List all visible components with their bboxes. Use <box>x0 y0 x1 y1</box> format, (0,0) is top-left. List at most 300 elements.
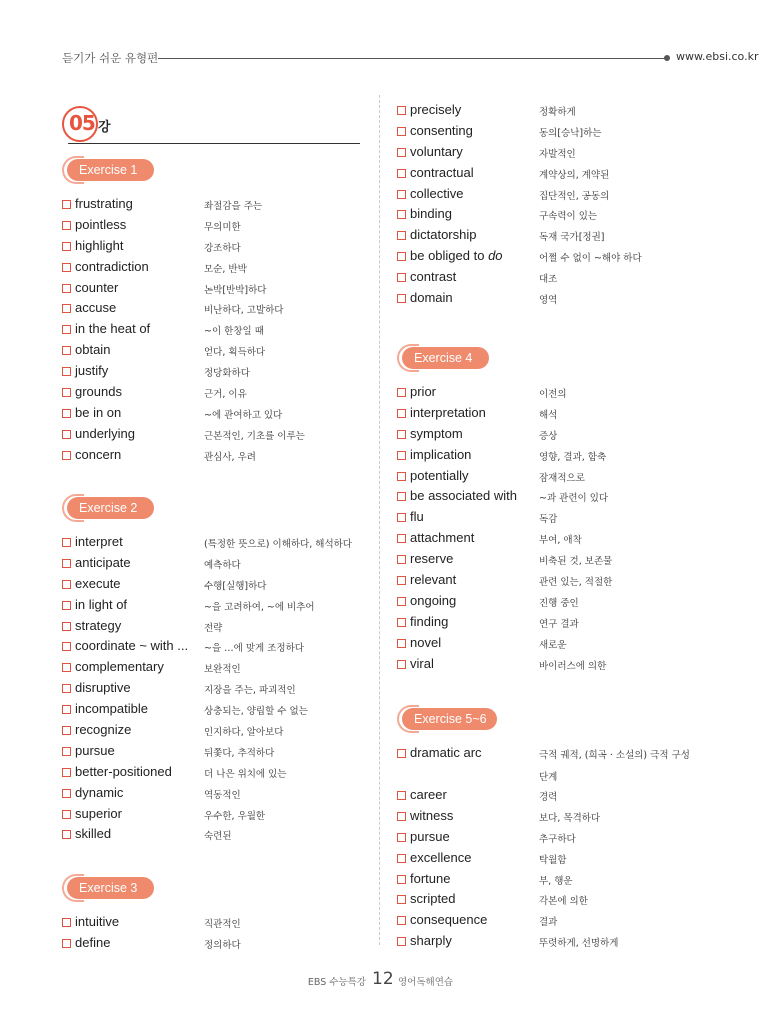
vocab-row <box>397 635 717 656</box>
checkbox-square-icon <box>62 367 71 376</box>
vocab-korean: 영향, 결과, 함축 <box>539 451 607 463</box>
exercise-4-section <box>397 347 717 676</box>
checkbox-square-icon <box>397 127 406 136</box>
vocab-row <box>62 576 362 597</box>
vocab-row <box>397 290 717 311</box>
vocab-korean: 모순, 반박 <box>204 263 247 275</box>
vocab-english <box>75 806 122 821</box>
vocab-english-text: define <box>75 934 111 950</box>
vocab-korean: (특정한 뜻으로) 이해하다, 해석하다 <box>204 539 352 550</box>
vocab-row <box>397 593 717 614</box>
vocab-korean: 부, 행운 <box>539 875 573 887</box>
vocab-english <box>410 468 469 483</box>
vocab-english-text: symptom <box>410 425 463 441</box>
vocab-english-text: contradiction <box>75 258 149 274</box>
vocab-english-text: binding <box>410 206 452 222</box>
vocab-english-text: sharply <box>410 933 452 949</box>
vocab-english-text: execute <box>75 575 121 591</box>
checkbox-square-icon <box>62 263 71 272</box>
vocab-english <box>75 321 150 336</box>
vocab-korean: 관심사, 우려 <box>204 451 256 463</box>
vocab-korean: 영역 <box>539 295 558 307</box>
vocab-english <box>75 534 123 549</box>
checkbox-square-icon <box>62 663 71 672</box>
vocab-row <box>397 144 717 165</box>
vocab-english <box>410 871 450 886</box>
vocab-english <box>75 555 131 570</box>
exercise-1-list <box>62 196 362 468</box>
exercise-3-continued <box>397 102 717 311</box>
checkbox-square-icon <box>62 325 71 334</box>
vocab-row <box>397 426 717 447</box>
vocab-english <box>75 447 121 462</box>
vocab-korean: 관련 있는, 적절한 <box>539 577 613 589</box>
vocab-row <box>397 787 717 808</box>
vocab-row <box>397 468 717 489</box>
vocab-row <box>397 530 717 551</box>
vocab-korean: 구속력이 있는 <box>539 211 598 223</box>
vocab-english-text: viral <box>410 655 434 671</box>
vocab-row <box>62 363 362 384</box>
checkbox-square-icon <box>397 597 406 606</box>
vocab-row <box>397 551 717 572</box>
vocab-english <box>75 597 127 612</box>
vocab-korean: 자발적인 <box>539 148 576 160</box>
vocab-korean: 새로운 <box>539 639 567 651</box>
checkbox-square-icon <box>62 939 71 948</box>
vocab-english-text: precisely <box>410 102 462 117</box>
vocab-korean: 무의미한 <box>204 221 241 233</box>
exercise-2-section <box>62 497 362 847</box>
checkbox-square-icon <box>397 618 406 627</box>
vocab-korean: 바이러스에 의한 <box>539 660 607 672</box>
vocab-english <box>75 659 164 674</box>
vocab-english <box>75 722 131 737</box>
vocab-english <box>75 785 123 800</box>
vocab-row <box>397 912 717 933</box>
vocab-english <box>410 551 453 566</box>
vocab-korean: ~이 한창일 때 <box>204 326 264 338</box>
header-rule <box>158 58 666 59</box>
vocab-english-text: novel <box>410 634 442 650</box>
checkbox-square-icon <box>397 555 406 564</box>
vocab-row <box>397 850 717 871</box>
checkbox-square-icon <box>397 252 406 261</box>
checkbox-square-icon <box>397 409 406 418</box>
vocab-english <box>75 238 123 253</box>
vocab-row <box>397 829 717 850</box>
vocab-row <box>62 597 362 618</box>
checkbox-square-icon <box>62 747 71 756</box>
checkbox-square-icon <box>397 875 406 884</box>
vocab-english <box>75 638 188 653</box>
checkbox-square-icon <box>397 388 406 397</box>
vocab-row <box>397 447 717 468</box>
lesson-label: 강 <box>98 120 111 135</box>
vocab-english-text: coordinate ~ with ... <box>75 638 189 654</box>
vocab-english <box>75 363 108 378</box>
vocab-english-text: complementary <box>75 659 164 675</box>
lesson-heading <box>62 104 360 144</box>
vocab-english-text: consequence <box>410 912 488 928</box>
vocab-korean: 결과 <box>539 917 558 929</box>
vocab-row <box>397 102 717 123</box>
vocab-korean: 전략 <box>204 622 223 634</box>
checkbox-square-icon <box>397 190 406 199</box>
vocab-english-text: incompatible <box>75 701 148 717</box>
vocab-korean: 연구 결과 <box>539 618 579 630</box>
vocab-english-text: consenting <box>410 122 473 138</box>
vocab-english <box>410 447 471 462</box>
exercise-4-badge <box>397 347 489 369</box>
vocab-english <box>75 826 111 841</box>
vocab-english <box>410 787 447 802</box>
vocab-korean: 강조하다 <box>204 242 241 254</box>
vocab-row <box>397 656 717 677</box>
vocab-english <box>410 384 436 399</box>
exercise-1-badge <box>62 159 154 181</box>
checkbox-square-icon <box>62 388 71 397</box>
vocab-english <box>410 509 424 524</box>
page-number: 12 <box>372 969 394 989</box>
exercise-5-6-section <box>397 708 717 954</box>
checkbox-square-icon <box>397 576 406 585</box>
vocab-row <box>62 659 362 680</box>
checkbox-square-icon <box>62 409 71 418</box>
checkbox-square-icon <box>62 304 71 313</box>
exercise-5-6-badge <box>397 708 497 730</box>
vocab-english-text: potentially <box>410 467 469 483</box>
vocab-row <box>62 342 362 363</box>
vocab-english-text: intuitive <box>75 914 120 929</box>
vocab-row <box>397 248 717 269</box>
vocab-row <box>62 384 362 405</box>
vocab-row <box>62 447 362 468</box>
vocab-english <box>75 935 110 950</box>
checkbox-square-icon <box>397 833 406 842</box>
vocab-english-text: voluntary <box>410 143 463 159</box>
header-title: 듣기가 쉬운 유형편 <box>62 51 159 65</box>
vocab-english <box>75 342 110 357</box>
vocab-english-text: pursue <box>410 828 450 844</box>
vocab-english <box>410 405 486 420</box>
vocab-english <box>410 488 517 503</box>
vocab-korean: 잠재적으로 <box>539 472 585 484</box>
checkbox-square-icon <box>62 705 71 714</box>
vocab-korean: 집단적인, 공동의 <box>539 190 610 202</box>
vocab-english <box>410 102 461 117</box>
vocab-row <box>62 196 362 217</box>
vocab-korean: 근거, 이유 <box>204 389 247 401</box>
vocab-english <box>410 635 441 650</box>
checkbox-square-icon <box>397 451 406 460</box>
exercise-2-title: Exercise 2 <box>67 497 154 519</box>
vocab-english <box>75 914 119 929</box>
vocab-english <box>75 618 121 633</box>
vocab-korean: 추구하다 <box>539 833 576 845</box>
vocab-row <box>397 227 717 248</box>
checkbox-square-icon <box>62 789 71 798</box>
checkbox-square-icon <box>62 538 71 547</box>
checkbox-square-icon <box>62 622 71 631</box>
vocab-english <box>75 259 149 274</box>
exercise-2-badge <box>62 497 154 519</box>
vocab-korean: 독감 <box>539 514 558 526</box>
page-header <box>62 50 768 70</box>
checkbox-square-icon <box>397 106 406 115</box>
vocab-english <box>410 186 463 201</box>
vocab-korean: 예측하다 <box>204 559 241 571</box>
vocab-row <box>62 680 362 701</box>
vocab-korean: 좌절감을 주는 <box>204 201 263 212</box>
vocab-row <box>397 186 717 207</box>
vocab-korean: ~에 관여하고 있다 <box>204 409 283 421</box>
vocab-english <box>75 196 133 211</box>
checkbox-square-icon <box>62 601 71 610</box>
vocab-english-text: obtain <box>75 342 111 358</box>
vocab-korean: 대조 <box>539 274 558 286</box>
checkbox-square-icon <box>62 559 71 568</box>
vocab-korean: ~과 관련이 있다 <box>539 493 609 505</box>
vocab-english <box>75 426 135 441</box>
vocab-english <box>75 743 115 758</box>
vocab-row <box>397 509 717 530</box>
vocab-english <box>75 217 126 232</box>
vocab-english <box>75 405 121 420</box>
vocab-korean: 얻다, 획득하다 <box>204 347 266 359</box>
vocab-korean: 정의하다 <box>204 939 241 951</box>
vocab-row <box>62 259 362 280</box>
vocab-english-text: ongoing <box>410 592 457 608</box>
checkbox-square-icon <box>62 451 71 460</box>
exercise-4-list <box>397 384 717 676</box>
checkbox-square-icon <box>62 684 71 693</box>
vocab-english-text: domain <box>410 290 453 306</box>
checkbox-square-icon <box>62 810 71 819</box>
vocab-korean: 보다, 목격하다 <box>539 812 601 824</box>
checkbox-square-icon <box>62 642 71 651</box>
checkbox-square-icon <box>62 768 71 777</box>
vocab-row <box>397 269 717 290</box>
checkbox-square-icon <box>62 284 71 293</box>
checkbox-square-icon <box>397 791 406 800</box>
vocab-row <box>397 808 717 829</box>
exercise-2-list <box>62 534 362 847</box>
vocab-row <box>397 933 717 954</box>
vocab-english <box>410 227 476 242</box>
vocab-english-text: career <box>410 787 447 802</box>
vocab-korean: 인지하다, 알아보다 <box>204 727 284 739</box>
vocab-english <box>75 701 148 716</box>
vocab-korean: 독재 국가[정권] <box>539 232 605 244</box>
vocab-korean: 극적 궤적, (희곡 · 소설의) 극적 구성 <box>539 750 690 761</box>
vocab-english-text: implication <box>410 446 472 462</box>
checkbox-square-icon <box>62 430 71 439</box>
exercise-5-6-title: Exercise 5~6 <box>402 708 497 730</box>
vocab-korean: 이전의 <box>539 389 567 400</box>
vocab-english-text: anticipate <box>75 554 131 570</box>
vocab-english-text: frustrating <box>75 196 133 211</box>
vocab-english-text: attachment <box>410 530 475 546</box>
vocab-english <box>410 290 453 305</box>
vocab-english-text: highlight <box>75 237 124 253</box>
checkbox-square-icon <box>397 812 406 821</box>
vocab-english <box>410 165 474 180</box>
vocab-korean: 지장을 주는, 파괴적인 <box>204 685 296 697</box>
vocab-english <box>410 912 487 927</box>
vocab-row <box>62 426 362 447</box>
vocab-english-italic: do <box>488 248 503 264</box>
vocab-korean: 뚜렷하게, 선명하게 <box>539 938 619 950</box>
vocab-korean: 계약상의, 계약된 <box>539 169 610 181</box>
lesson-number: 05 <box>69 111 95 135</box>
checkbox-square-icon <box>397 895 406 904</box>
vocab-korean: 더 나은 위치에 있는 <box>204 768 287 780</box>
checkbox-square-icon <box>397 210 406 219</box>
vocab-row <box>62 638 362 659</box>
checkbox-square-icon <box>62 346 71 355</box>
vocab-row <box>62 555 362 576</box>
vocab-korean: ~을 …에 맞게 조정하다 <box>204 643 304 655</box>
lesson-rule <box>68 143 360 144</box>
checkbox-square-icon <box>397 492 406 501</box>
checkbox-square-icon <box>62 242 71 251</box>
vocab-english-text: reserve <box>410 551 454 567</box>
vocab-english <box>410 933 452 948</box>
vocab-english <box>410 144 463 159</box>
vocab-row <box>397 206 717 227</box>
vocab-english-text: finding <box>410 613 449 629</box>
vocab-english-text: grounds <box>75 384 122 400</box>
vocab-english-text: strategy <box>75 617 122 633</box>
vocab-english-text: witness <box>410 807 454 823</box>
vocab-row <box>62 280 362 301</box>
exercise-3-title: Exercise 3 <box>67 877 154 899</box>
vocab-english <box>75 680 131 695</box>
checkbox-square-icon <box>62 221 71 230</box>
vocab-english-text: disruptive <box>75 680 131 696</box>
vocab-row <box>397 165 717 186</box>
vocab-korean: 정확하게 <box>539 107 576 118</box>
vocab-korean: 어쩔 수 없이 ~해야 하다 <box>539 253 642 265</box>
vocab-english-text: scripted <box>410 891 456 907</box>
header-dot <box>664 55 670 61</box>
vocab-english-text: collective <box>410 185 464 201</box>
checkbox-square-icon <box>397 534 406 543</box>
vocab-english-text: contractual <box>410 164 474 180</box>
vocab-english-text: interpretation <box>410 404 486 420</box>
vocab-korean: 비축된 것, 보존물 <box>539 556 613 568</box>
vocab-korean: 경력 <box>539 792 558 803</box>
vocab-row <box>397 572 717 593</box>
vocab-english <box>410 572 456 587</box>
vocab-english <box>75 384 122 399</box>
vocab-korean: ~을 고려하여, ~에 비추어 <box>204 601 315 613</box>
vocab-english-text: skilled <box>75 826 112 842</box>
vocab-korean: 수행[실행]하다 <box>204 580 267 592</box>
vocab-english <box>410 829 450 844</box>
vocab-row <box>397 405 717 426</box>
vocab-row <box>62 826 362 847</box>
vocab-row <box>62 764 362 785</box>
vocab-korean: 탁월함 <box>539 854 567 866</box>
vocab-row <box>397 891 717 912</box>
vocab-korean: 상충되는, 양립할 수 없는 <box>204 706 308 718</box>
vocab-english-text: dictatorship <box>410 227 477 243</box>
vocab-row <box>397 614 717 635</box>
exercise-3-continued-list <box>397 102 717 311</box>
vocab-english-text: contrast <box>410 269 457 285</box>
vocab-english <box>410 269 456 284</box>
vocab-english-text: prior <box>410 384 437 399</box>
vocab-english-text: fortune <box>410 870 451 886</box>
vocab-korean: 근본적인, 기초를 이루는 <box>204 430 305 442</box>
vocab-row <box>62 701 362 722</box>
checkbox-square-icon <box>397 513 406 522</box>
footer-book-title: EBS 수능특강 <box>307 977 366 988</box>
checkbox-square-icon <box>397 294 406 303</box>
vocab-english-text: counter <box>75 279 119 295</box>
checkbox-square-icon <box>397 854 406 863</box>
vocab-english <box>75 576 121 591</box>
vocab-english: dramatic arc <box>410 745 482 760</box>
vocab-english <box>410 614 448 629</box>
vocab-korean: 우수한, 우월한 <box>204 810 266 822</box>
vocab-english <box>410 593 456 608</box>
vocab-english-text: dynamic <box>75 784 124 800</box>
vocab-english-text: better-positioned <box>75 763 172 779</box>
checkbox-square-icon <box>397 231 406 240</box>
vocab-row <box>397 745 717 787</box>
checkbox-square-icon <box>397 430 406 439</box>
checkbox-square-icon <box>62 200 71 209</box>
vocab-english-text: interpret <box>75 534 123 549</box>
exercise-1-section <box>62 159 362 468</box>
vocab-english <box>410 123 473 138</box>
vocab-korean: 정당화하다 <box>204 368 250 380</box>
vocab-korean-continued: 단계 <box>539 772 558 783</box>
vocab-row <box>62 534 362 555</box>
vocab-english-text: be obliged to <box>410 248 489 264</box>
exercise-1-title: Exercise 1 <box>67 159 154 181</box>
vocab-english-text: be in on <box>75 404 122 420</box>
vocab-english-text: pursue <box>75 742 115 758</box>
vocab-row <box>62 238 362 259</box>
vocab-english <box>75 280 118 295</box>
vocab-korean: 뒤쫓다, 추적하다 <box>204 747 275 759</box>
vocab-korean: 역동적인 <box>204 789 241 801</box>
vocab-row <box>62 785 362 806</box>
footer-subject: 영어독해연습 <box>398 977 454 988</box>
vocab-row <box>397 488 717 509</box>
vocab-english-text: underlying <box>75 425 135 441</box>
header-url[interactable]: www.ebsi.co.kr <box>676 50 759 63</box>
vocab-english <box>410 891 456 906</box>
checkbox-square-icon <box>397 937 406 946</box>
checkbox-square-icon <box>62 918 71 927</box>
exercise-3-badge <box>62 877 154 899</box>
vocab-row <box>62 321 362 342</box>
vocab-english <box>410 530 474 545</box>
vocab-english <box>410 656 434 671</box>
vocab-row <box>397 123 717 144</box>
vocab-english <box>75 764 172 779</box>
vocab-english-text: justify <box>75 363 109 379</box>
checkbox-square-icon <box>397 148 406 157</box>
vocab-korean: 비난하다, 고발하다 <box>204 305 284 317</box>
vocab-row <box>62 618 362 639</box>
checkbox-square-icon <box>62 726 71 735</box>
